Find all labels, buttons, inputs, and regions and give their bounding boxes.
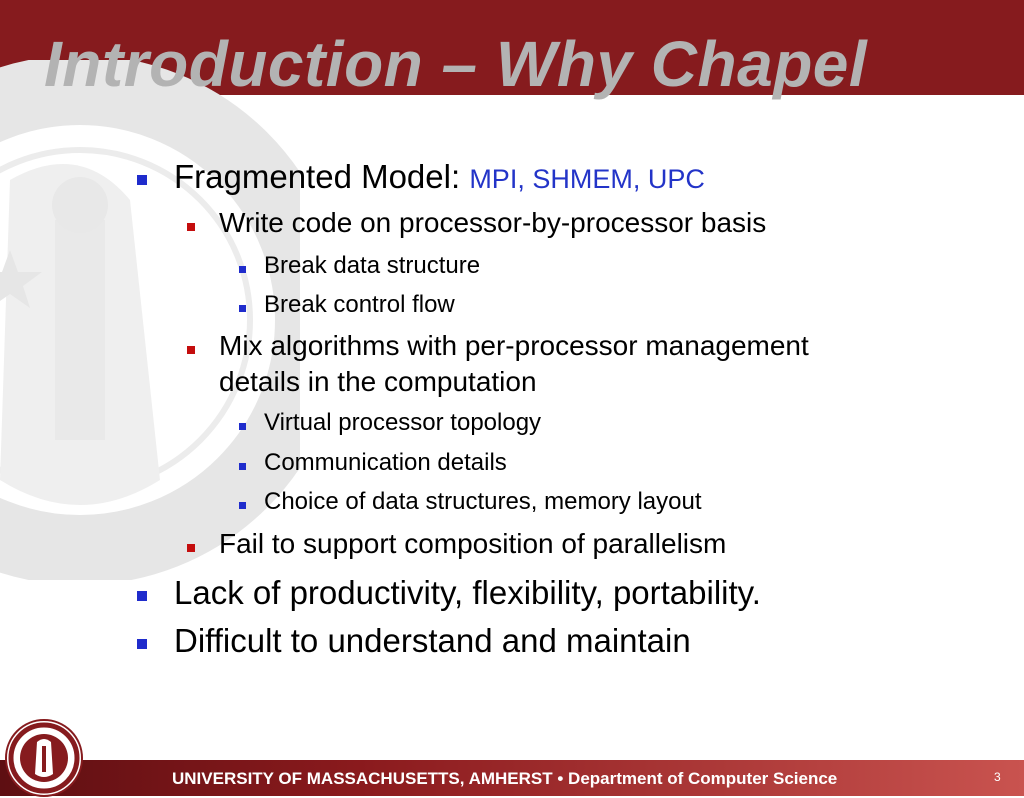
bullet-marker-icon [239,423,246,430]
bullet-text: Fragmented Model: [174,158,470,195]
bullet-accent: MPI, SHMEM, UPC [469,164,705,194]
bullet-marker-icon [137,639,147,649]
bullet-item: Break data structure [264,252,481,279]
page-number: 3 [994,770,1001,784]
bullet-marker-icon [187,223,195,231]
footer-text: UNIVERSITY OF MASSACHUSETTS, AMHERST • Department of Computer Science [172,769,838,788]
bullet-item: Fail to support composition of parallelism [219,528,727,559]
bullet-marker-icon [239,502,246,509]
bullet-item: Break control flow [264,291,455,318]
bullet-marker-icon [187,346,195,354]
bullet-item: Difficult to understand and maintain [174,622,691,659]
bullet-item: Mix algorithms with per-processor management [219,330,809,361]
footer-bar [0,760,1024,796]
bullet-marker-icon [239,463,246,470]
bullet-marker-icon [239,305,246,312]
bullet-item: Write code on processor-by-processor basis [219,207,767,238]
bullet-marker-icon [187,544,195,552]
bullet-item: Communication details [264,449,507,476]
bullet-item: Virtual processor topology [264,409,542,436]
bullet-item: Lack of productivity, flexibility, portability. [174,574,761,611]
bullet-marker-icon [137,175,147,185]
bullet-item-continuation: details in the computation [219,366,537,397]
bullet-item [174,158,705,196]
umass-seal-icon [4,718,84,798]
bullet-item: Choice of data structures, memory layout [264,488,702,515]
bullet-marker-icon [137,591,147,601]
slide-title: Introduction – Why Chapel [44,28,868,100]
bullet-marker-icon [239,266,246,273]
